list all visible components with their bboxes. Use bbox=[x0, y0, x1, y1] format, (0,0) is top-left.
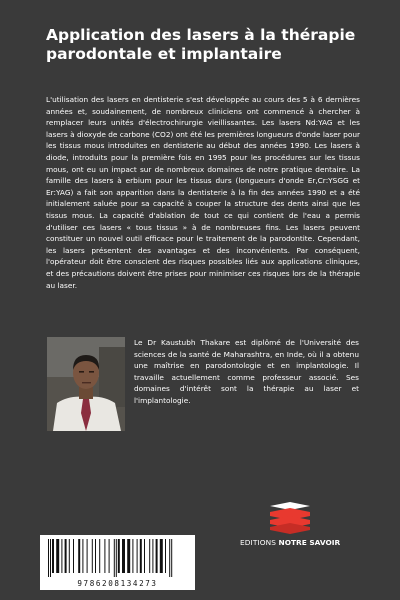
barcode-bar bbox=[140, 539, 142, 573]
barcode-bar bbox=[56, 539, 59, 573]
barcode-bar bbox=[149, 539, 150, 573]
stacked-books-icon bbox=[266, 500, 314, 534]
barcode-bar bbox=[152, 539, 153, 573]
publisher-name-part1: EDITIONS bbox=[240, 538, 279, 547]
isbn-barcode bbox=[40, 535, 195, 590]
barcode-bar bbox=[137, 539, 138, 573]
barcode-bar bbox=[160, 539, 163, 573]
barcode-bar bbox=[48, 539, 49, 577]
barcode-bar bbox=[69, 539, 70, 573]
barcode-bar bbox=[95, 539, 96, 573]
barcode-bar bbox=[61, 539, 62, 573]
barcode-bar bbox=[87, 539, 88, 573]
barcode-bar bbox=[171, 539, 172, 577]
barcode-bar bbox=[165, 539, 166, 573]
publisher-name-part2: NOTRE SAVOIR bbox=[278, 538, 341, 547]
isbn-digits: 9786208134273 bbox=[77, 579, 158, 588]
book-description: L'utilisation des lasers en dentisterie s'est développée au cours des 5 à 6 dernières années et, soudainement, de nombreux cliniciens ont commencé à chercher à remplacer leurs unités d'électrochirurgie vieillissantes. Les lasers Nd:YAG et les lasers à dioxyde de carbone (CO2) ont été les premières longueurs d'onde laser pour les tissus mous introduites en dentisterie au début des années 1990. Les lasers à diode, introduits pour la première fois en 1995 pour les procédures sur les tissus mous, ont eu un impact sur de nombreux domaines de notre pratique dentaire. La famille des lasers à erbium pour les tissus durs (longueurs d'onde Er,Cr:YSGG et Er:YAG) a fait son apparition dans la dentisterie à la fin des années 1990 et a été initialement saluée pour sa capacité à couper la structure des dents ainsi que les tissus mous. La capacité d'ablation de tout ce qui contient de l'eau a permis d'utiliser ces lasers « tous tissus » à de nombreuses fins. Les lasers peuvent constituer un nouvel outil efficace pour le traitement de la parodontite. Cependant, les lasers présentent des avantages et des inconvénients. Par conséquent, l'opérateur doit être conscient des risques possibles liés aux applications cliniques, et des précautions doivent être prises pour minimiser ces risques lors de la thérapie au laser. bbox=[46, 95, 360, 290]
barcode-bar bbox=[52, 539, 54, 573]
barcode-bar bbox=[114, 539, 115, 577]
barcode-bar bbox=[82, 539, 83, 573]
barcode-bar bbox=[104, 539, 105, 573]
barcode-bar bbox=[122, 539, 125, 573]
barcode-bars bbox=[40, 535, 195, 579]
barcode-bar bbox=[118, 539, 120, 573]
author-bio: Le Dr Kaustubh Thakare est diplômé de l'Université des sciences de la santé de Maharashtra, en Inde, où il a obtenu une maîtrise en parodontologie et en implantologie. Il travaille actuellement comme professeur associé. Ses domaines d'intérêt sont la thérapie au laser et l'implantologie. bbox=[134, 338, 359, 405]
barcode-bar bbox=[132, 539, 133, 573]
author-photo bbox=[47, 337, 125, 431]
barcode-bar bbox=[116, 539, 117, 577]
barcode-bar bbox=[109, 539, 110, 573]
barcode-bar bbox=[169, 539, 170, 577]
barcode-bar bbox=[78, 539, 80, 573]
barcode-bar bbox=[156, 539, 158, 573]
barcode-bar bbox=[73, 539, 74, 573]
barcode-bar bbox=[65, 539, 67, 573]
barcode-bar bbox=[99, 539, 100, 573]
publisher-name bbox=[240, 538, 340, 547]
barcode-bar bbox=[127, 539, 130, 573]
barcode-bar bbox=[92, 539, 93, 573]
publisher-logo bbox=[240, 500, 340, 560]
barcode-bar bbox=[50, 539, 51, 577]
book-title: Application des lasers à la thérapie parodontale et implantaire bbox=[46, 26, 356, 63]
barcode-bar bbox=[144, 539, 145, 573]
